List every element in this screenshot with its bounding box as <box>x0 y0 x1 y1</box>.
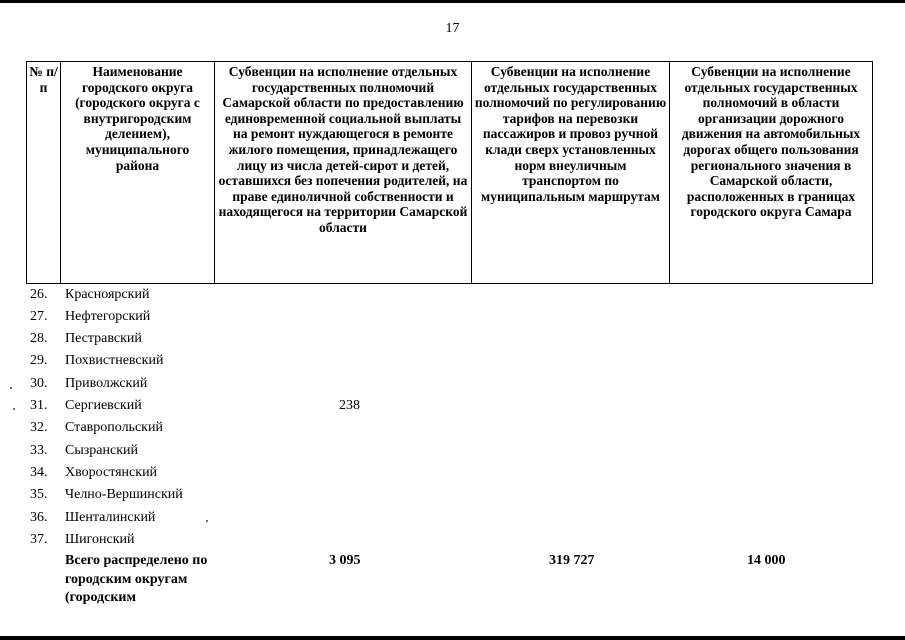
row-number: 26. <box>30 287 48 302</box>
row-municipality: Шенталинский <box>65 510 156 525</box>
row-value-housing: 238 <box>339 398 360 413</box>
total-value-housing: 3 095 <box>329 553 361 568</box>
scan-top-edge <box>0 0 905 3</box>
row-municipality: Приволжский <box>65 376 148 391</box>
table-header <box>26 61 873 284</box>
row-number: 31. <box>30 398 48 413</box>
row-number: 29. <box>30 353 48 368</box>
total-label: Всего распределено по городским округам (городским <box>65 553 208 605</box>
header-subvention-transport-tariffs: Субвенции на исполнение отдельных государственных полномочий по регулированию тарифов на перевозки пассажиров и провоз ручной клади сверх установленных норм внеуличным транспортом по муниципальным маршрутам <box>472 62 670 284</box>
row-number: 27. <box>30 309 48 324</box>
row-number: 36. <box>30 510 48 525</box>
header-subvention-road-traffic: Субвенции на исполнение отдельных государственных полномочий в области организации дорожного движения на автомобильных дорогах общего пользования регионального значения в Самарской области, расположенных в границах городского округа Самара <box>670 62 873 284</box>
row-municipality: Сызранский <box>65 443 138 458</box>
row-number: 35. <box>30 487 48 502</box>
header-subvention-housing-repair: Субвенции на исполнение отдельных государственных полномочий Самарской области по предоставлению единовременной социальной выплаты на ремонт нуждающегося в ремонте жилого помещения, принадлежащего лицу из числа детей-сирот и детей, оставшихся без попечения родителей, на праве единоличной собственности и находящегося на территории Самарской области <box>215 62 472 284</box>
header-municipality: Наименование городского округа (городского округа с внутригородским делением), муниципального района <box>61 62 215 284</box>
row-municipality: Похвистневский <box>65 353 164 368</box>
page-number: 17 <box>445 21 460 36</box>
row-municipality: Шигонский <box>65 532 135 547</box>
row-municipality: Нефтегорский <box>65 309 151 324</box>
row-number: 32. <box>30 420 48 435</box>
row-municipality: Челно-Вершинский <box>65 487 183 502</box>
row-municipality: Ставропольский <box>65 420 163 435</box>
scan-bottom-edge <box>0 636 905 640</box>
row-municipality: Сергиевский <box>65 398 142 413</box>
row-municipality: Пестравский <box>65 331 142 346</box>
total-value-transport: 319 727 <box>549 553 595 568</box>
scan-speck <box>10 387 12 389</box>
row-number: 30. <box>30 376 48 391</box>
row-municipality: Красноярский <box>65 287 150 302</box>
scan-speck <box>206 520 208 522</box>
scan-speck <box>13 408 15 410</box>
total-value-road-traffic: 14 000 <box>747 553 786 568</box>
row-number: 34. <box>30 465 48 480</box>
row-number: 33. <box>30 443 48 458</box>
row-number: 28. <box>30 331 48 346</box>
header-number: № п/п <box>27 62 61 284</box>
row-municipality: Хворостянский <box>65 465 158 480</box>
row-number: 37. <box>30 532 48 547</box>
